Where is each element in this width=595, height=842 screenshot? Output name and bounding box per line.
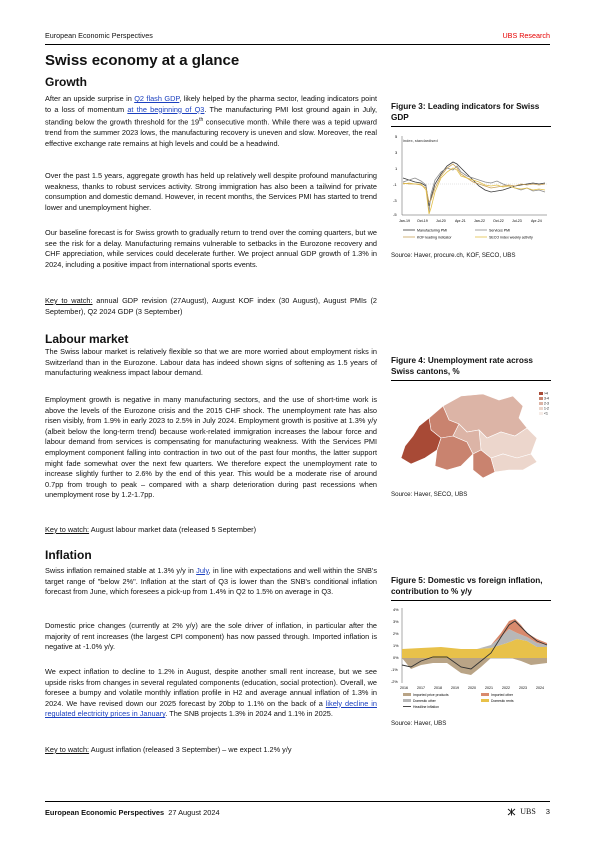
fig5-yticks bbox=[391, 608, 399, 684]
fig3-legend-item: Services PMI bbox=[489, 228, 511, 233]
fig5-xtick: 2018 bbox=[434, 686, 442, 690]
fig4-legend-item: >4 bbox=[544, 391, 548, 396]
fig5-xtick: 2017 bbox=[417, 686, 425, 690]
fig3-ytick: 1 bbox=[395, 166, 398, 171]
fig4-legend-item: 3-4 bbox=[544, 396, 549, 401]
fig5-ytick: 0% bbox=[393, 656, 399, 660]
inflation-paragraph-1: Swiss inflation remained stable at 1.3% y/y in July, in line with expectations and well within the SNB's target range of "below 2%". Inflation at the start of Q3 is lower than the SNB's conditional inflation forecast from June, which foresees a pick-up from 1.4% in Q2 to 1.5% on average in Q3. bbox=[45, 566, 378, 597]
beginning-of-q3-link[interactable]: at the beginning of Q3 bbox=[127, 104, 205, 114]
fig5-xtick: 2023 bbox=[519, 686, 527, 690]
fig3-ytick: 3 bbox=[395, 150, 398, 155]
fig5-legend-item: Domestic other bbox=[413, 698, 436, 703]
fig5-ytick: -2% bbox=[391, 680, 398, 684]
page-title: Swiss economy at a glance bbox=[45, 52, 240, 69]
figure-5-title: Figure 5: Domestic vs foreign inflation, contribution to % y/y bbox=[391, 576, 543, 596]
fig5-legend-item: Imported price products bbox=[413, 692, 449, 697]
report-series-title: European Economic Perspectives bbox=[45, 31, 153, 40]
footer-divider bbox=[45, 801, 550, 802]
figure-4-source: Source: Haver, SECO, UBS bbox=[391, 491, 468, 498]
fig3-xtick: Apr-24 bbox=[531, 219, 542, 223]
fig3-xticks bbox=[399, 219, 542, 223]
fig3-line-services-pmi bbox=[403, 166, 545, 212]
fig3-ytick: -1 bbox=[393, 182, 397, 187]
fig3-legend-item: Manufacturing PMI bbox=[417, 228, 448, 233]
labour-paragraph-2: Employment growth is negative in many manufacturing sectors, and the use of short-time work is above the levels of the Eurozone crisis and the 2015 CHF shock. The unemployment rate has also risen visibly, from 1.9% in early 2023 to 2.5% in July 2024. Employment growth is positive at 1.3% y/y (albeit below the long-term trend) because work-related immigration increases the labour force and labour demand from services is compensating for manufacturing weakness. With the Services PMI employment component falling into contraction in two out of the past four months, the latter support might fade somewhat over the next few quarters. We therefore expect the unemployment rate to increase slightly further to 2.6% by the end of this year. This would be a moderate rise of around 0.7pp from trough to peak – compared with a sharp deterioration during past recessions when unemployment rose by 1.2-1.7pp. bbox=[45, 395, 377, 500]
fig5-ytick: 4% bbox=[393, 608, 399, 612]
fig3-xtick: Jul-23 bbox=[512, 219, 522, 223]
fig5-ytick: -1% bbox=[391, 668, 398, 672]
footer-info bbox=[45, 808, 220, 817]
fig5-ytick: 1% bbox=[393, 644, 399, 648]
fig5-legend-item: Imported other bbox=[491, 692, 514, 697]
figure-4-title: Figure 4: Unemployment rate across Swiss cantons, % bbox=[391, 356, 533, 376]
fig5-xtick: 2021 bbox=[485, 686, 493, 690]
fig3-legend-item: SECO index weekly activity bbox=[489, 235, 533, 240]
fig3-xtick: Apr-21 bbox=[455, 219, 466, 223]
fig3-unit-label: index, standardised bbox=[403, 138, 438, 143]
figure-4-rule bbox=[391, 380, 551, 381]
fig4-legend-item: 2-3 bbox=[544, 401, 549, 406]
growth-paragraph-3: Our baseline forecast is for Swiss growth to gradually return to trend over the coming quarters, but we see the risk for a delay. Manufacturing remains vulnerable to setbacks in the Eurozone recovery and CHF appreciation, while services could decelerate further. We project annual GDP growth of 1.3% in 2024, including a positive impact from international sports events. bbox=[45, 228, 377, 269]
fig3-xtick: Jan-22 bbox=[474, 219, 485, 223]
fig5-legend-item: Headline inflation bbox=[413, 704, 440, 709]
header-divider bbox=[45, 44, 550, 45]
ubs-brand: UBS bbox=[502, 31, 518, 40]
fig5-xtick: 2020 bbox=[468, 686, 476, 690]
fig3-yticks bbox=[393, 134, 398, 217]
fig5-legend bbox=[403, 693, 514, 709]
footer-brand bbox=[507, 807, 550, 816]
footer-date: 27 August 2024 bbox=[168, 808, 220, 817]
inflation-key-to-watch: Key to watch: August inflation (released 3 September) – we expect 1.2% y/y bbox=[45, 745, 292, 754]
fig3-line-seco bbox=[403, 168, 545, 214]
fig3-legend-item: KOF leading indicator bbox=[417, 235, 452, 240]
fig5-xtick: 2022 bbox=[502, 686, 510, 690]
inflation-paragraph-3: We expect inflation to decline to 1.2% in August, despite another small rent increase, but we see upside risks from changes in several regulated components (education, social protection). Overall, we foresee a bumpy and volatile monthly inflation profile in H2 and average annual inflation of 1.3% in 2024. We have revised down our 2025 forecast by 20bp to 1.1% on the back of a likely decline in regulated electricity prices in January. The SNB projects 1.3% in 2024 and 1.1% in 2025. bbox=[45, 667, 377, 719]
fig5-area-domestic-rents bbox=[402, 639, 547, 658]
ubs-research-label bbox=[502, 31, 550, 40]
fig3-lines bbox=[403, 162, 545, 214]
fig5-xtick: 2024 bbox=[536, 686, 544, 690]
figure-3-title: Figure 3: Leading indicators for Swiss GDP bbox=[391, 102, 540, 122]
fig5-xticks bbox=[400, 686, 544, 690]
electricity-prices-link[interactable]: likely decline in regulated electricity prices in January bbox=[45, 698, 377, 719]
ubs-keys-icon bbox=[507, 808, 516, 816]
growth-paragraph-2: Over the past 1.5 years, aggregate growth has held up relatively well despite profound manufacturing weakness, thanks to robust services activity. Strong immigration has also been a tailwind for private consumption and domestic demand. However, in recent months, the Services PMI has started to trend lower and unemployment higher. bbox=[45, 171, 377, 212]
fig5-ytick: 2% bbox=[393, 632, 399, 636]
fig4-legend-item: 1-2 bbox=[544, 406, 549, 411]
fig3-line-kof bbox=[403, 164, 545, 202]
research-label: Research bbox=[517, 31, 550, 40]
growth-heading: Growth bbox=[45, 75, 87, 89]
labour-key-to-watch: Key to watch: August labour market data (released 5 September) bbox=[45, 525, 257, 534]
inflation-heading: Inflation bbox=[45, 548, 92, 562]
labour-heading: Labour market bbox=[45, 332, 129, 346]
figure-4-map bbox=[391, 384, 551, 484]
fig5-xtick: 2019 bbox=[451, 686, 459, 690]
footer-title: European Economic Perspectives bbox=[45, 808, 165, 817]
fig5-legend-item: Domestic rents bbox=[491, 698, 514, 703]
ubs-logo-text: UBS bbox=[520, 807, 536, 816]
swiss-cantons-map bbox=[401, 394, 537, 478]
figure-3-source: Source: Haver, procure.ch, KOF, SECO, UBS bbox=[391, 252, 516, 259]
july-link[interactable]: July bbox=[196, 566, 209, 575]
growth-key-to-watch: Key to watch: annual GDP revision (27August), August KOF index (30 August), August PMIs (2 September), Q2 2024 GDP (3 September) bbox=[45, 296, 378, 316]
growth-paragraph-1: After an upside surprise in Q2 flash GDP, likely helped by the pharma sector, leading indicators point to a loss of momentum at the beginning of Q3. The manufacturing PMI lost ground again in July, standing below the growth threshold for the 19th consecutive month. While there was a tepid upward trend from the summer 2023 lows, the manufacturing recovery is uneven and slow. Moreover, the real effective exchange rate remains at high levels and could be a headwind. bbox=[45, 94, 378, 148]
fig5-ytick: 3% bbox=[393, 620, 399, 624]
fig3-ytick: -5 bbox=[393, 212, 397, 217]
figure-3-rule bbox=[391, 126, 551, 127]
fig3-xtick: Jul-20 bbox=[436, 219, 446, 223]
fig3-ytick: -3 bbox=[393, 198, 397, 203]
fig3-legend bbox=[403, 229, 533, 240]
q2-flash-gdp-link[interactable]: Q2 flash GDP bbox=[134, 94, 180, 103]
fig3-xtick: Jan-19 bbox=[399, 219, 410, 223]
fig5-xtick: 2016 bbox=[400, 686, 408, 690]
fig3-ytick: 5 bbox=[395, 134, 398, 139]
fig3-xtick: Oct-22 bbox=[493, 219, 504, 223]
figure-5-chart bbox=[391, 603, 551, 715]
figure-5-source: Source: Haver, UBS bbox=[391, 720, 447, 727]
inflation-paragraph-2: Domestic price changes (currently at 2% y/y) are the sole driver of inflation, in particular after the majority of rent increases (the largest CPI component) has now passed through. Imported inflation is negative at -1.0% y/y. bbox=[45, 621, 377, 652]
fig4-legend bbox=[539, 392, 549, 416]
fig4-legend-item: <1 bbox=[544, 411, 548, 416]
figure-5-rule bbox=[391, 600, 551, 601]
page-number: 3 bbox=[545, 807, 550, 816]
labour-paragraph-1: The Swiss labour market is relatively flexible so that we are more worried about employment risks in Switzerland than in the Eurozone. Labour data has indeed shown signs of softening as 1.5 years of manufacturing weakness impact labour demand. bbox=[45, 347, 377, 378]
fig3-xtick: Oct-19 bbox=[417, 219, 428, 223]
figure-3-chart bbox=[391, 128, 551, 248]
